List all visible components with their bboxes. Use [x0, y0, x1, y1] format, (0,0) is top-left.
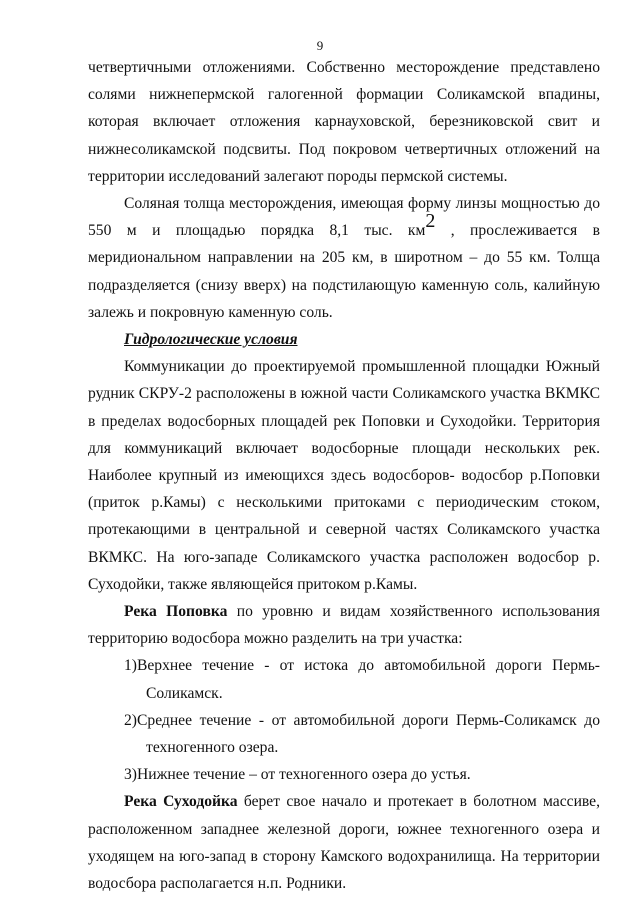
popovka-bold: Река Поповка [124, 603, 228, 621]
popovka-text: по уровню и видам хозяйственного использования территорию водосбора можно разделить на три участка: [88, 603, 600, 648]
page-number: 9 [316, 38, 324, 53]
sukhodoyka-bold: Река Суходойка [124, 793, 238, 811]
paragraph-communications: Коммуникации до проектируемой промышленной площадки Южный рудник СКРУ-2 расположены в южной части Соликамского участка ВКМКС в пределах водосборных площадей рек Поповки и Суходойки. Территория для коммуникаций включает водосборные площади нескольких рек. Наиболее крупный из имеющихся здесь водосборов- водосбор р.Поповки (приток р.Камы) с несколькими притоками с периодическим стоком, протекающими в центральной и северной частях Соликамского участка ВКМКС. На юго-западе Соликамского участка расположен водосбор р. Суходойки, также являющейся притоком р.Камы. [88, 358, 600, 593]
page-content [88, 54, 600, 897]
list-item-upper: 1)Верхнее течение - от истока до автомобильной дороги Пермь-Соликамск. [124, 657, 600, 702]
sukhodoyka-text: берет свое начало и протекает в болотном массиве, расположенном западнее железной дороги, южнее техногенного озера и уходящем на юго-запад в сторону Камского водохранилища. На территории водосбора располагается н.п. Родники. [88, 793, 601, 893]
section-heading-hydrology: Гидрологические условия [124, 331, 298, 349]
paragraph-popovka [88, 598, 600, 652]
paragraph-deposit-composition: четвертичными отложениями. Собственно месторождение представлено солями нижнепермской галогенной формации Соликамской впадины, которая включает отложения карнауховской, березниковской свит и нижнесоликамской подсвиты. Под покровом четвертичных отложений на территории исследований залегают породы пермской системы. [88, 59, 600, 185]
paragraph-salt-strata [88, 190, 600, 326]
paragraph-sukhodoyka [88, 788, 600, 897]
list-item-lower: 3)Нижнее течение – от техногенного озера до устья. [124, 766, 471, 784]
list-item-middle: 2)Среднее течение - от автомобильной дороги Пермь-Соликамск до техногенного озера. [124, 711, 600, 757]
salt-strata-text-a: Соляная толща месторождения, имеющая форму линзы мощностью до 550 м и площадью порядка 8,1 тыс. км [88, 195, 600, 240]
superscript-2: 2 [425, 210, 436, 233]
salt-strata-text-b: , прослеживается в меридиональном направлении на 205 км, в широтном – до 55 км. Толща подразделяется (снизу вверх) на подстилающую каменную соль, калийную залежь и покровную каменную соль. [88, 222, 600, 321]
